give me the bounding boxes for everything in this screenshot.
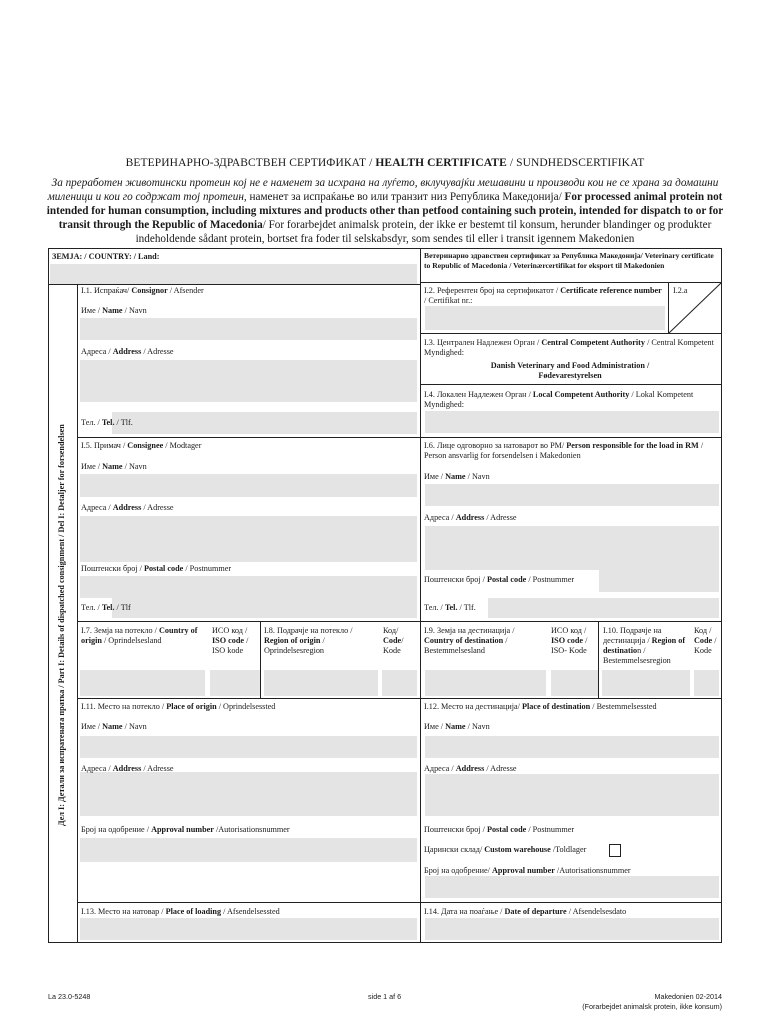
loading-place-da: / Afsendelsessted [221, 907, 280, 916]
responsible-name-field[interactable] [425, 484, 719, 506]
consignor-tel-label [81, 418, 133, 428]
responsible-address-label [424, 513, 517, 523]
responsible-postal-field[interactable] [599, 570, 719, 592]
certificate-intro [40, 176, 730, 246]
origin-name-en: Name [102, 722, 123, 731]
responsible-tel-mk: Тел. / [424, 603, 445, 612]
central-authority-da: / Central Kompetent Myndighed: [424, 338, 714, 357]
destination-address-field[interactable] [425, 774, 719, 816]
origin-approval-label [81, 825, 290, 835]
place-destination-en: Place of destination [521, 702, 591, 711]
iso-destination-da: / ISO- Kode [551, 636, 588, 655]
responsible-name-mk: Име / [424, 472, 446, 481]
consignee-name-mk: Име / [81, 462, 103, 471]
iso-origin-field[interactable] [210, 670, 260, 696]
consignee-name-da: / Navn [122, 462, 147, 471]
consignee-tel-mk: Тел. / [81, 603, 102, 612]
consignee-postal-mk: Поштенски број / [81, 564, 144, 573]
code-destination-en: Code [694, 636, 713, 645]
consignee-name-field[interactable] [80, 474, 417, 497]
responsible-tel-en: Tel. [444, 603, 458, 612]
country-origin-en: Country of origin [81, 626, 198, 645]
customs-warehouse-en: Custom warehouse [484, 845, 551, 854]
destination-address-label [424, 764, 517, 774]
destination-name-label [424, 722, 490, 732]
region-origin-da: / Oprindelsesregion [264, 636, 325, 655]
certificate-reference-en: Certificate reference number [560, 286, 662, 295]
origin-name-da: / Navn [122, 722, 147, 731]
customs-warehouse-checkbox[interactable] [609, 844, 621, 857]
destination-name-mk: Име / [424, 722, 446, 731]
footer-doc-number: La 23.0-5248 [48, 992, 91, 1001]
intro-da: / For forarbejdet animalsk protein, der ikke er bestemt til konsum, herunder blandinger og produkter indeholdende sådant protein, bortset fra foder til selskabsdyr, som sendes til eller i transit igennem Makedonien [135, 219, 712, 245]
consignee-address-label [81, 503, 174, 513]
departure-date-mk: I.14. Дата на поаѓање / [424, 907, 505, 916]
code-origin-en: Code [383, 636, 402, 645]
destination-postal-mk: Поштенски број / [424, 825, 487, 834]
consignor-name-en: Name [102, 306, 123, 315]
iso-origin-mk: ИСО код / [212, 626, 248, 635]
departure-date-en: Date of departure [504, 907, 567, 916]
departure-date-label [424, 907, 626, 917]
responsible-person-label [424, 441, 716, 461]
destination-name-da: / Navn [465, 722, 490, 731]
local-authority-mk: I.4. Локален Надлежен Орган / [424, 390, 533, 399]
iso-destination-mk: ИСО код / [551, 626, 587, 635]
consignor-tel-field[interactable] [112, 412, 417, 434]
consignor-name-field[interactable] [80, 318, 417, 340]
consignee-postal-en: Postal code [143, 564, 184, 573]
responsible-tel-field[interactable] [488, 598, 719, 618]
consignor-address-mk: Адреса / [81, 347, 113, 356]
consignee-address-da: / Adresse [141, 503, 174, 512]
destination-postal-en: Postal code [486, 825, 527, 834]
intro-en: For processed animal protein not intended for human consumption, including mixtures and products other than petfood containing such protein, intended for dispatch to or for transit through the Republic of Macedonia [46, 191, 724, 231]
consignee-postal-label [81, 564, 231, 574]
consignee-address-en: Address [112, 503, 142, 512]
central-authority-mk: I.3. Централен Надлежен Орган / [424, 338, 542, 347]
consignor-name-label [81, 306, 147, 316]
destination-approval-mk: Број на одобрение/ [424, 866, 493, 875]
loading-place-field[interactable] [80, 918, 417, 940]
central-authority-label [424, 338, 716, 358]
part-one-side-label: Дел I: Детали за испратената пратка / Part I: Details of dispatched consignment / Del I: Detaljer for forsendelsen [57, 424, 66, 826]
responsible-address-en: Address [455, 513, 485, 522]
consignor-tel-en: Tel. [101, 418, 115, 427]
title-da: / SUNDHEDSCERTIFIKAT [506, 157, 645, 169]
responsible-postal-mk: Поштенски број / [424, 575, 487, 584]
consignee-tel-en: Tel. [101, 603, 115, 612]
responsible-tel-label [424, 603, 476, 613]
region-destination-label [603, 626, 689, 666]
code-origin-field[interactable] [382, 670, 417, 696]
consignee-address-field[interactable] [80, 516, 417, 562]
responsible-tel-da: / Tlf. [457, 603, 476, 612]
origin-approval-mk: Број на одобрение / [81, 825, 152, 834]
footer-subtitle: (Forarbejdet animalsk protein, ikke konsum) [582, 1002, 722, 1011]
consignor-tel-da: / Tlf. [114, 418, 133, 427]
origin-name-field[interactable] [80, 736, 417, 758]
destination-postal-da: / Postnummer [526, 825, 575, 834]
certificate-reference-da: / Certifikat nr.: [424, 296, 473, 305]
consignee-name-label [81, 462, 147, 472]
consignee-tel-field[interactable] [112, 598, 417, 618]
responsible-person-mk: I.6. Лице одговорно за натоварот во РМ/ [424, 441, 567, 450]
consignor-label-da: / Afsender [167, 286, 204, 295]
place-destination-mk: I.12. Место на дестинација/ [424, 702, 522, 711]
certificate-reference-label [424, 286, 664, 306]
footer-version: Makedonien 02-2014 [654, 992, 722, 1001]
destination-approval-label [424, 866, 631, 876]
consignee-label-mk: I.5. Примач / [81, 441, 128, 450]
consignor-address-field[interactable] [80, 360, 417, 402]
destination-approval-da: /Autorisationsnummer [554, 866, 631, 875]
consignor-label-mk: I.1. Испраќач/ [81, 286, 132, 295]
customs-warehouse-label [424, 845, 586, 855]
country-origin-mk: I.7. Земја на потекло / [81, 626, 160, 635]
consignee-tel-label [81, 603, 131, 613]
place-destination-label [424, 702, 657, 712]
place-origin-label [81, 702, 275, 712]
consignee-name-en: Name [102, 462, 123, 471]
responsible-person-da: / Person ansvarlig for forsendelsen i Makedonien [424, 441, 704, 460]
consignee-address-mk: Адреса / [81, 503, 113, 512]
country-origin-field[interactable] [80, 670, 205, 696]
consignor-name-da: / Navn [122, 306, 147, 315]
place-origin-da: / Oprindelsessted [216, 702, 276, 711]
origin-address-en: Address [112, 764, 142, 773]
consignor-name-mk: Име / [81, 306, 103, 315]
local-authority-field[interactable] [425, 411, 719, 433]
origin-address-field[interactable] [80, 772, 417, 816]
certificate-title [0, 157, 770, 169]
destination-approval-en: Approval number [492, 866, 555, 875]
loading-place-label [81, 907, 280, 917]
origin-address-da: / Adresse [141, 764, 174, 773]
loading-place-mk: I.13. Место на натовар / [81, 907, 166, 916]
destination-name-en: Name [445, 722, 466, 731]
reference-2a-label: I.2.a [673, 286, 688, 295]
origin-name-label [81, 722, 147, 732]
code-origin-mk: Код/ [383, 626, 399, 635]
origin-address-mk: Адреса / [81, 764, 113, 773]
region-destination-field[interactable] [602, 670, 690, 696]
vet-cert-label: Ветеринарно здравствен сертификат за Република Македонија/ Veterinary certificate to Republic of Macedonia / Veterinærcertifikat for eksport til Makedonien [424, 251, 714, 270]
local-authority-en: Local Competent Authority [532, 390, 630, 399]
country-destination-da: / Bestemmelsesland [424, 636, 508, 655]
consignor-address-en: Address [112, 347, 142, 356]
iso-destination-en: ISO code [551, 636, 584, 645]
country-destination-field[interactable] [425, 670, 546, 696]
code-destination-label [694, 626, 720, 656]
place-origin-en: Place of origin [166, 702, 217, 711]
title-mk: ВЕТЕРИНАРНО-ЗДРАВСТВЕН СЕРТИФИКАТ / [125, 157, 376, 169]
responsible-address-field[interactable] [425, 526, 719, 570]
code-origin-da: / Kode [383, 636, 404, 655]
consignee-postal-field[interactable] [80, 576, 417, 598]
central-authority-en: Central Competent Authority [541, 338, 646, 347]
departure-date-da: / Afsendelsesdato [566, 907, 627, 916]
departure-date-field[interactable] [425, 918, 719, 940]
responsible-postal-label [424, 575, 574, 585]
customs-warehouse-mk: Царински склад/ [424, 845, 485, 854]
consignee-tel-da: / Tlf [114, 603, 131, 612]
country-label: ЗЕМЈА: / COUNTRY: / Land: [52, 252, 160, 261]
destination-address-da: / Adresse [484, 764, 517, 773]
region-destination-en: Region of destinatio [603, 636, 686, 655]
loading-place-en: Place of loading [165, 907, 222, 916]
title-en: HEALTH CERTIFICATE [375, 157, 507, 169]
origin-approval-da: /Autorisationsnummer [213, 825, 290, 834]
code-destination-mk: Код / [694, 626, 712, 635]
destination-approval-field[interactable] [425, 876, 719, 898]
responsible-name-label [424, 472, 490, 482]
region-origin-mk: I.8. Подрачје на потекло / [264, 626, 353, 635]
responsible-name-da: / Navn [465, 472, 490, 481]
intro-mk-italic: За преработен животински протеин кој не е наменет за исхрана на луѓето, вклучувајќи мешавини и производи кои не се храна за домашни миленици и кои го содржат тој протеин, [47, 177, 719, 203]
code-origin-label [383, 626, 415, 656]
origin-address-label [81, 764, 174, 774]
country-origin-label [81, 626, 201, 646]
origin-approval-en: Approval number [151, 825, 214, 834]
customs-warehouse-da: /Toldlager [550, 845, 587, 854]
responsible-name-en: Name [445, 472, 466, 481]
country-destination-mk: I.9. Земја на дестинација / [424, 626, 515, 635]
iso-origin-da: / ISO kode [212, 636, 249, 655]
place-origin-mk: I.11. Место на потекло / [81, 702, 167, 711]
region-destination-mk: I.10. Подрачје на дестинација / [603, 626, 662, 645]
certificate-reference-field[interactable] [425, 306, 665, 330]
code-destination-da: / Kode [694, 636, 717, 655]
consignee-label-da: / Modtager [163, 441, 202, 450]
destination-address-en: Address [455, 764, 485, 773]
certificate-reference-mk: I.2. Референтен број на сертификатот / [424, 286, 561, 295]
iso-origin-label [212, 626, 260, 656]
consignee-label [81, 441, 201, 451]
responsible-postal-da: / Postnummer [526, 575, 575, 584]
intro-mk: наменет за испраќање во или транзит низ Република Македонија/ [246, 191, 565, 203]
local-authority-da: / Lokal Kompetent Myndighed: [424, 390, 694, 409]
consignor-address-label [81, 347, 174, 357]
country-destination-en: Country of destination [424, 636, 504, 645]
destination-name-field[interactable] [425, 736, 719, 758]
responsible-person-en: Person responsible for the load in RM [566, 441, 699, 450]
region-origin-label [264, 626, 376, 656]
region-origin-field[interactable] [264, 670, 378, 696]
region-destination-da: n / Bestemmelsesregion [603, 646, 671, 665]
responsible-address-da: / Adresse [484, 513, 517, 522]
responsible-postal-en: Postal code [486, 575, 527, 584]
footer-page-number: side 1 af 6 [368, 992, 402, 1001]
consignee-postal-da: / Postnummer [183, 564, 232, 573]
central-authority-value: Danish Veterinary and Food Administration / Fødevarestyrelsen [490, 361, 650, 380]
consignor-address-da: / Adresse [141, 347, 174, 356]
consignee-label-en: Consignee [127, 441, 164, 450]
local-authority-label [424, 390, 716, 410]
consignor-label [81, 286, 204, 296]
origin-approval-field[interactable] [80, 838, 417, 862]
responsible-address-mk: Адреса / [424, 513, 456, 522]
iso-origin-en: ISO code [212, 636, 245, 645]
region-origin-en: Region of origin [264, 636, 321, 645]
code-destination-field[interactable] [694, 670, 719, 696]
country-field[interactable] [50, 264, 417, 284]
consignor-tel-mk: Тел. / [81, 418, 102, 427]
country-origin-da: / Oprindelsesland [101, 636, 162, 645]
destination-postal-label [424, 825, 574, 835]
country-destination-label [424, 626, 546, 656]
iso-destination-label [551, 626, 597, 656]
destination-address-mk: Адреса / [424, 764, 456, 773]
iso-destination-field[interactable] [551, 670, 598, 696]
origin-name-mk: Име / [81, 722, 103, 731]
consignor-label-en: Consignor [131, 286, 168, 295]
place-destination-da: / Bestemmelsessted [590, 702, 657, 711]
